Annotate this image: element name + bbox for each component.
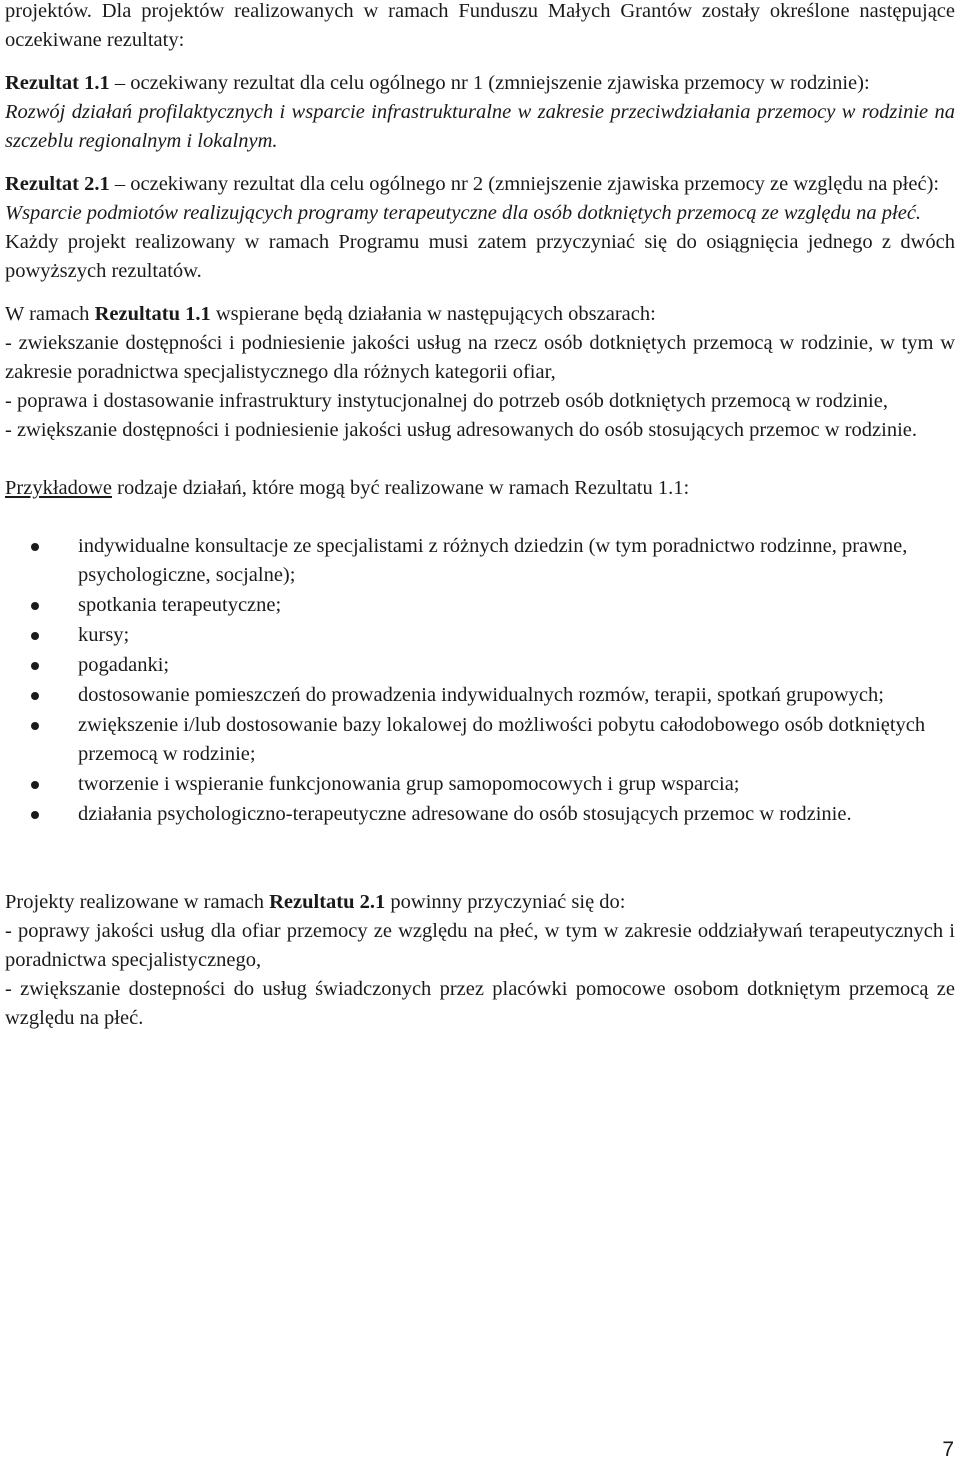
list-item: tworzenie i wspieranie funkcjonowania grup samopomocowych i grup wsparcia;: [5, 770, 955, 799]
areas-2-1-bold: Rezultatu 2.1: [269, 891, 386, 913]
areas-2-1-item: - poprawy jakości usług dla ofiar przemocy ze względu na płeć, w tym w zakresie oddziaływań terapeutycznych i poradnictwa specjalistycznego,: [5, 920, 955, 971]
result-2-1-heading: [5, 170, 955, 199]
areas-1-1-item: - zwiększanie dostępności i podniesienie jakości usług adresowanych do osób stosujących przemoc w rodzinie.: [5, 419, 917, 441]
intro-paragraph: projektów. Dla projektów realizowanych w ramach Funduszu Małych Grantów zostały określone następujące oczekiwane rezultaty:: [5, 0, 955, 51]
result-1-1-statement: Rozwój działań profilaktycznych i wsparcie infrastrukturalne w zakresie przeciwdziałania przemocy w rodzinie na szczeblu regionalnym i lokalnym.: [5, 101, 955, 152]
list-item: kursy;: [5, 621, 955, 650]
bullet-icon: [31, 662, 39, 670]
result-1-1-description: – oczekiwany rezultat dla celu ogólnego nr 1 (zmniejszenie zjawiska przemocy w rodzinie):: [114, 72, 870, 94]
bullet-icon: [31, 722, 39, 730]
bullet-icon: [31, 543, 39, 551]
bullet-icon: [31, 692, 39, 700]
result-1-1-label: Rezultat 1.1: [5, 72, 110, 94]
result-2-1-statement: Wsparcie podmiotów realizujących programy terapeutyczne dla osób dotkniętych przemocą ze względu na płeć.: [5, 202, 922, 224]
list-item: dostosowanie pomieszczeń do prowadzenia indywidualnych rozmów, terapii, spotkań grupowych;: [5, 681, 955, 710]
areas-2-1-intro: Projekty realizowane w ramach Rezultatu 2.1 powinny przyczyniać się do:: [5, 891, 626, 913]
bullet-icon: [31, 632, 39, 640]
every-project-paragraph: Każdy projekt realizowany w ramach Programu musi zatem przyczyniać się do osiągnięcia jednego z dwóch powyższych rezultatów.: [5, 231, 955, 282]
list-item: pogadanki;: [5, 651, 955, 680]
examples-underlined: Przykładowe: [5, 477, 113, 499]
areas-1-1-intro: W ramach Rezultatu 1.1 wspierane będą działania w następujących obszarach:: [5, 303, 656, 325]
areas-1-1-item: - zwiekszanie dostępności i podniesienie jakości usług na rzecz osób dotkniętych przemocą w rodzinie, w tym w zakresie poradnictwa specjalistycznego dla różnych kategorii ofiar,: [5, 332, 955, 383]
page-content: [5, 0, 955, 1033]
bullet-icon: [31, 811, 39, 819]
result-2-1-description: – oczekiwany rezultat dla celu ogólnego nr 2 (zmniejszenie zjawiska przemocy ze względu na płeć):: [114, 173, 940, 195]
examples-list: [5, 532, 955, 829]
list-item: spotkania terapeutyczne;: [5, 591, 955, 620]
list-item: zwiększenie i/lub dostosowanie bazy lokalowej do możliwości pobytu całodobowego osób dotkniętych przemocą w rodzinie;: [5, 711, 955, 769]
bullet-icon: [31, 781, 39, 789]
areas-1-1-bold: Rezultatu 1.1: [94, 303, 211, 325]
bullet-icon: [31, 602, 39, 610]
list-item: działania psychologiczno-terapeutyczne adresowane do osób stosujących przemoc w rodzinie.: [5, 800, 955, 829]
result-1-1-heading: [5, 69, 955, 98]
result-2-1-label: Rezultat 2.1: [5, 173, 110, 195]
page-number: 7: [942, 1438, 954, 1461]
areas-2-1-item: - zwiększanie dostepności do usług świadczonych przez placówki pomocowe osobom dotkniętym przemocą ze względu na płeć.: [5, 978, 955, 1029]
list-item: indywidualne konsultacje ze specjalistami z różnych dziedzin (w tym poradnictwo rodzinne, prawne, psychologiczne, socjalne);: [5, 532, 955, 590]
examples-intro: Przykładowe rodzaje działań, które mogą być realizowane w ramach Rezultatu 1.1:: [5, 477, 690, 499]
areas-1-1-item: - poprawa i dostasowanie infrastruktury instytucjonalnej do potrzeb osób dotkniętych przemocą w rodzinie,: [5, 390, 888, 412]
